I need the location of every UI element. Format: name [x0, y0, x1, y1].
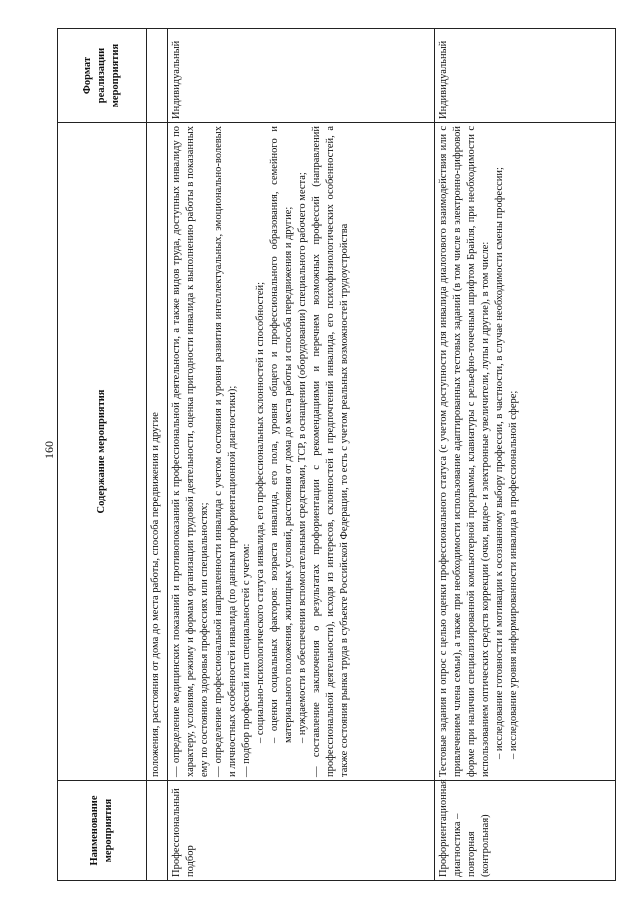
table-header-row	[58, 29, 147, 881]
activity-name: Профессиональный подбор	[168, 781, 435, 881]
header-format: Формат реализации мероприятия	[58, 29, 147, 123]
activity-format: Индивидуальный	[435, 29, 616, 123]
content-line: Тестовые задания и опрос с целью оценки профессионального статуса (с учетом доступности для инвалида диалогового взаимодействия или с привлечением члена семьи), а также при необходимости использование адаптированных тестовых заданий (в том числе в электронно-цифровой форме при наличии специализированной компьютерной программы, клавиатуры с рельефно-точечным шрифтом Брайля, при необходимости с использованием оптических средств коррекции (очки, видео- и электронные увеличители, лупы и другие), в том числе:	[438, 126, 491, 777]
content-line: – нуждаемости в обеспечении вспомогательными средствами, ТСР, в оснащении (оборудовании) специального рабочего места;	[297, 172, 308, 743]
activity-content	[168, 123, 435, 781]
content-line: – исследование уровня информированности инвалида в профессиональной сфере;	[508, 390, 519, 759]
header-content: Содержание мероприятия	[58, 123, 147, 781]
activity-content	[435, 123, 616, 781]
page-number: 160	[42, 441, 56, 459]
content-line: – оценки социальных факторов: возраста инвалида, его пола, уровня общего и профессионального образования, семейного и материального положения, жилищных условий, расстояния от дома до места работы и способа передвижения и другие;	[269, 126, 294, 743]
table-row	[435, 29, 616, 881]
content-line: – социально-психологического статуса инвалида, его профессиональных склонностей и способностей;	[255, 281, 266, 743]
empty-cell	[147, 29, 168, 123]
activity-name: Профориентационная диагностика – повторная (контрольная)	[435, 781, 616, 881]
activity-format: Индивидуальный	[168, 29, 435, 123]
activities-table	[57, 28, 616, 881]
content-line: — составление заключения о результатах профориентации с рекомендациями и перечнем возможных профессий (направлений профессиональной деятельности), исходя из интересов, склонностей и предпочтений инвалида, его психофизиологических особенностей, а также состояния рынка труда в субъекте Российской Федерации, то есть с учетом реальных возможностей трудоустройства	[311, 126, 350, 777]
table-row	[168, 29, 435, 881]
rotated-table-area	[57, 28, 616, 881]
content-line: — подбор профессий или специальностей с учетом:	[241, 543, 252, 777]
content-line: — определение профессиональной направленности инвалида с учетом состояния и уровня развития интеллектуальных, эмоционально-волевых и личностных особенностей инвалида (по данным профориентационной диагностики);	[213, 126, 238, 777]
continuation-text: положения, расстояния от дома до места работы, способа передвижения и другие	[147, 123, 168, 781]
header-name: Наименование мероприятия	[58, 781, 147, 881]
content-line: – исследование готовности и мотивации к осознанному выбору профессии, в частности, в случае необходимости смены профессии;	[494, 167, 505, 759]
empty-cell	[147, 781, 168, 881]
table-row-continuation	[147, 29, 168, 881]
content-line: — определение медицинских показаний и противопоказаний к профессиональной деятельности, а также видов труда, доступных инвалиду по характеру, условиям, режиму и формам организации трудовой деятельности, оценка пригодности инвалида к выполнению работы в показанных ему по состоянию здоровья профессиях или специальностях;	[171, 126, 210, 777]
